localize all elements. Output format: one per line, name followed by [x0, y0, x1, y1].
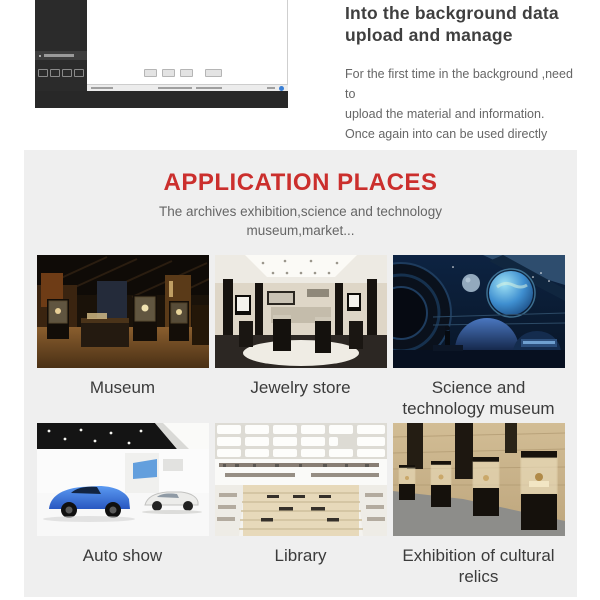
display-case	[399, 465, 415, 500]
application-item-label: Library	[274, 545, 327, 565]
mini-button	[50, 69, 60, 77]
mini-button	[38, 69, 48, 77]
display-case	[133, 295, 157, 341]
section-subtitle: The archives exhibition,science and technology museum,market...	[159, 204, 442, 238]
feature-description: For the first time in the background ,need to upload the material and information. Once again into can be used directly	[345, 66, 573, 141]
application-places-section	[24, 150, 577, 597]
mini-button	[144, 69, 157, 77]
application-item-library	[215, 423, 387, 591]
display-case	[431, 461, 451, 507]
screenshot-toolbar-buttons	[144, 69, 222, 77]
screenshot-sidebar-item	[35, 51, 87, 60]
library-photo	[215, 423, 387, 536]
screenshot-sidebar	[35, 0, 87, 91]
application-grid-row-1	[24, 255, 577, 423]
application-item-cultural-relics	[393, 423, 565, 591]
application-item-label: Auto show	[82, 545, 163, 565]
mini-button	[162, 69, 175, 77]
mini-button	[205, 69, 222, 77]
screenshot-bottom-strip	[35, 91, 288, 108]
refresh-icon	[279, 86, 284, 91]
status-text-placeholder	[91, 87, 113, 89]
sidebar-label-placeholder	[44, 54, 74, 57]
application-item-auto-show	[37, 423, 209, 591]
bullet-icon	[39, 55, 41, 57]
software-screenshot	[35, 0, 288, 108]
screenshot-content-area	[87, 0, 288, 84]
jewelry-store-photo	[215, 255, 387, 368]
auto-show-photo	[37, 423, 209, 536]
application-grid-row-2	[24, 423, 577, 591]
status-text-placeholder	[267, 87, 275, 89]
screenshot-sidebar-buttons	[38, 69, 84, 77]
application-item-label: Exhibition of cultural relics	[402, 545, 555, 587]
mini-button	[74, 69, 84, 77]
feature-text-block	[345, 3, 580, 144]
museum-photo	[37, 255, 209, 368]
application-item-label: Museum	[89, 377, 156, 397]
screenshot-status-bar	[87, 84, 288, 91]
application-item-science-museum	[393, 255, 565, 423]
feature-heading: Into the background data upload and manage	[345, 3, 559, 45]
mini-button	[62, 69, 72, 77]
application-item-label: Science and technology museum	[402, 377, 555, 419]
display-case	[521, 451, 557, 530]
cultural-relics-photo	[393, 423, 565, 536]
mini-button	[180, 69, 193, 77]
pagination-placeholder	[158, 87, 192, 89]
display-case	[473, 457, 499, 516]
pagination-placeholder	[196, 87, 222, 89]
application-item-label: Jewelry store	[250, 377, 351, 397]
section-title: APPLICATION PLACES	[163, 169, 438, 196]
science-museum-photo	[393, 255, 565, 368]
application-item-museum	[37, 255, 209, 423]
application-item-jewelry-store	[215, 255, 387, 423]
